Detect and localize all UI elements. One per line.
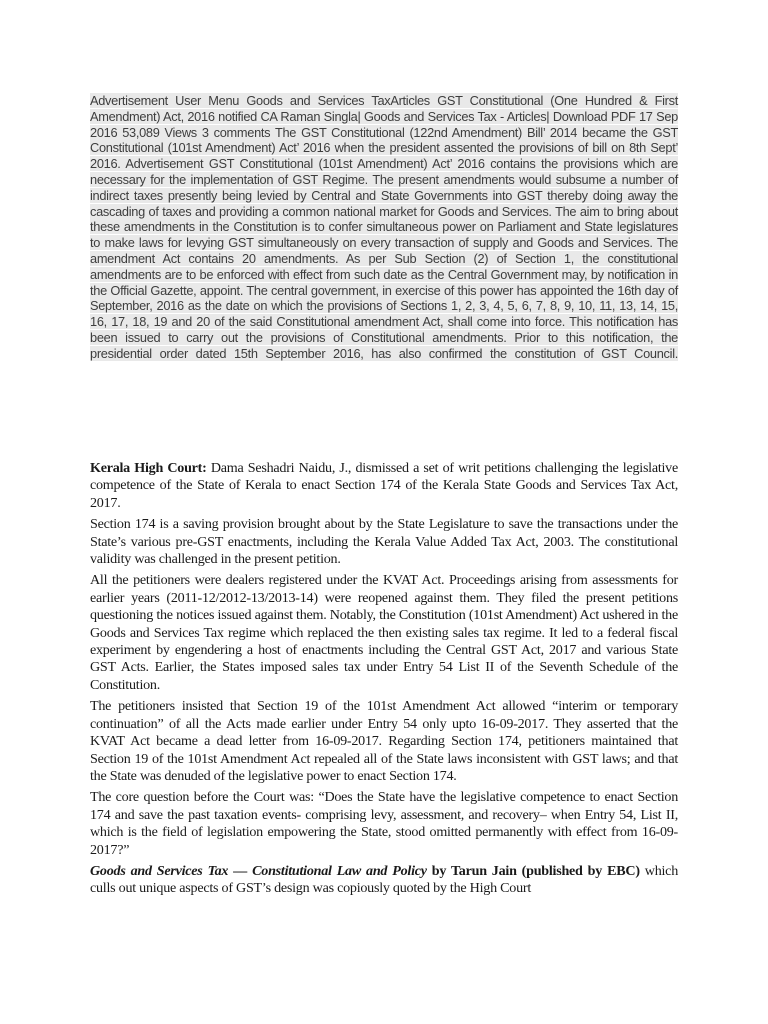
paragraph-core-question: The core question before the Court was: “Does the State have the legislative competence to enact Section 174 and save the past taxation events- comprising levy, assessment, and recovery– when Entry 54, List II, which is the field of legislation empowering the State, stood omitted permanently with effect from 16-09-2017?” [90, 789, 678, 858]
court-name-lead: Kerala High Court: [90, 460, 207, 476]
scraped-article-text [90, 93, 678, 362]
book-title: Goods and Services Tax — Constitutional Law and Policy [90, 862, 427, 879]
paragraph-section-174: Section 174 is a saving provision brought about by the State Legislature to save the transactions under the State’s various pre-GST enactments, including the Kerala Value Added Tax Act, 2003. The constitutional validity was challenged in the present petition. [90, 516, 678, 568]
paragraph-petitioners-contention: The petitioners insisted that Section 19 of the 101st Amendment Act allowed “interim or temporary continuation” of all the Acts made earlier under Entry 54 only upto 16-09-2017. They asserted that the KVAT Act became a dead letter from 16-09-2017. Regarding Section 174, petitioners maintained that Section 19 of the 101st Amendment Act repealed all of the State laws inconsistent with GST laws; and that the State was denuded of the legislative power to enact Section 174. [90, 698, 678, 784]
scraped-article-body: Advertisement User Menu Goods and Services TaxArticles GST Constitutional (One Hundred & First Amendment) Act, 2016 notified CA Raman Singla| Goods and Services Tax - Articles| Download PDF 17 Sep 2016 53,089 Views 3 comments The GST Constitutional (122nd Amendment) Bill’ 2014 became the GST Constitutional (101st Amendment) Act’ 2016 when the president assented the provisions of bill on 8th Sept’ 2016. Advertisement GST Constitutional (101st Amendment) Act’ 2016 contains the provisions which are necessary for the implementation of GST Regime. The present amendments would subsume a number of indirect taxes presently being levied by Central and State Governments into GST thereby doing away the cascading of taxes and providing a common national market for Goods and Services. The aim to bring about these amendments in the Constitution is to confer simultaneous power on Parliament and State legislatures to make laws for levying GST simultaneously on every transaction of supply and Goods and Services. The amendment Act contains 20 amendments. As per Sub Section (2) of Section 1, the constitutional amendments are to be enforced with effect from such date as the Central Government may, by notification in the Official Gazette, appoint. The central government, in exercise of this power has appointed the 16th day of September, 2016 as the date on which the provisions of Sections 1, 2, 3, 4, 5, 6, 7, 8, 9, 10, 11, 13, 14, 15, 16, 17, 18, 19 and 20 of the said Constitutional amendment Act, shall come into force. This notification has been issued to carry out the provisions of Constitutional amendments. Prior to this notification, the presidential order dated 15th September 2016, has also confirmed the constitution of GST Council. [90, 93, 678, 361]
paragraph-court-summary [90, 460, 678, 512]
court-summary-text: Dama Seshadri Naidu, J., dismissed a set of writ petitions challenging the legislative competence of the State of Kerala to enact Section 174 of the Kerala State Goods and Services Tax Act, 2017. [90, 460, 678, 511]
paragraph-book-citation [90, 863, 678, 898]
paragraph-petitioners-background: All the petitioners were dealers registered under the KVAT Act. Proceedings arising from assessments for earlier years (2011-12/2012-13/2013-14) were reopened against them. They filed the present petitions questioning the notices issued against them. Notably, the Constitution (101st Amendment) Act ushered in the Goods and Services Tax regime which replaced the then existing sales tax regime. It led to a federal fiscal experiment by engendering a host of enactments including the Central GST Act, 2017 and various State GST Acts. Earlier, the States imposed sales tax under Entry 54 List II of the Seventh Schedule of the Constitution. [90, 572, 678, 693]
book-author-publisher: by Tarun Jain (published by EBC) [426, 862, 640, 879]
case-report [90, 460, 678, 902]
book-citation-text: which culls out unique aspects of GST’s design was copiously quoted by the High Court [90, 862, 678, 897]
